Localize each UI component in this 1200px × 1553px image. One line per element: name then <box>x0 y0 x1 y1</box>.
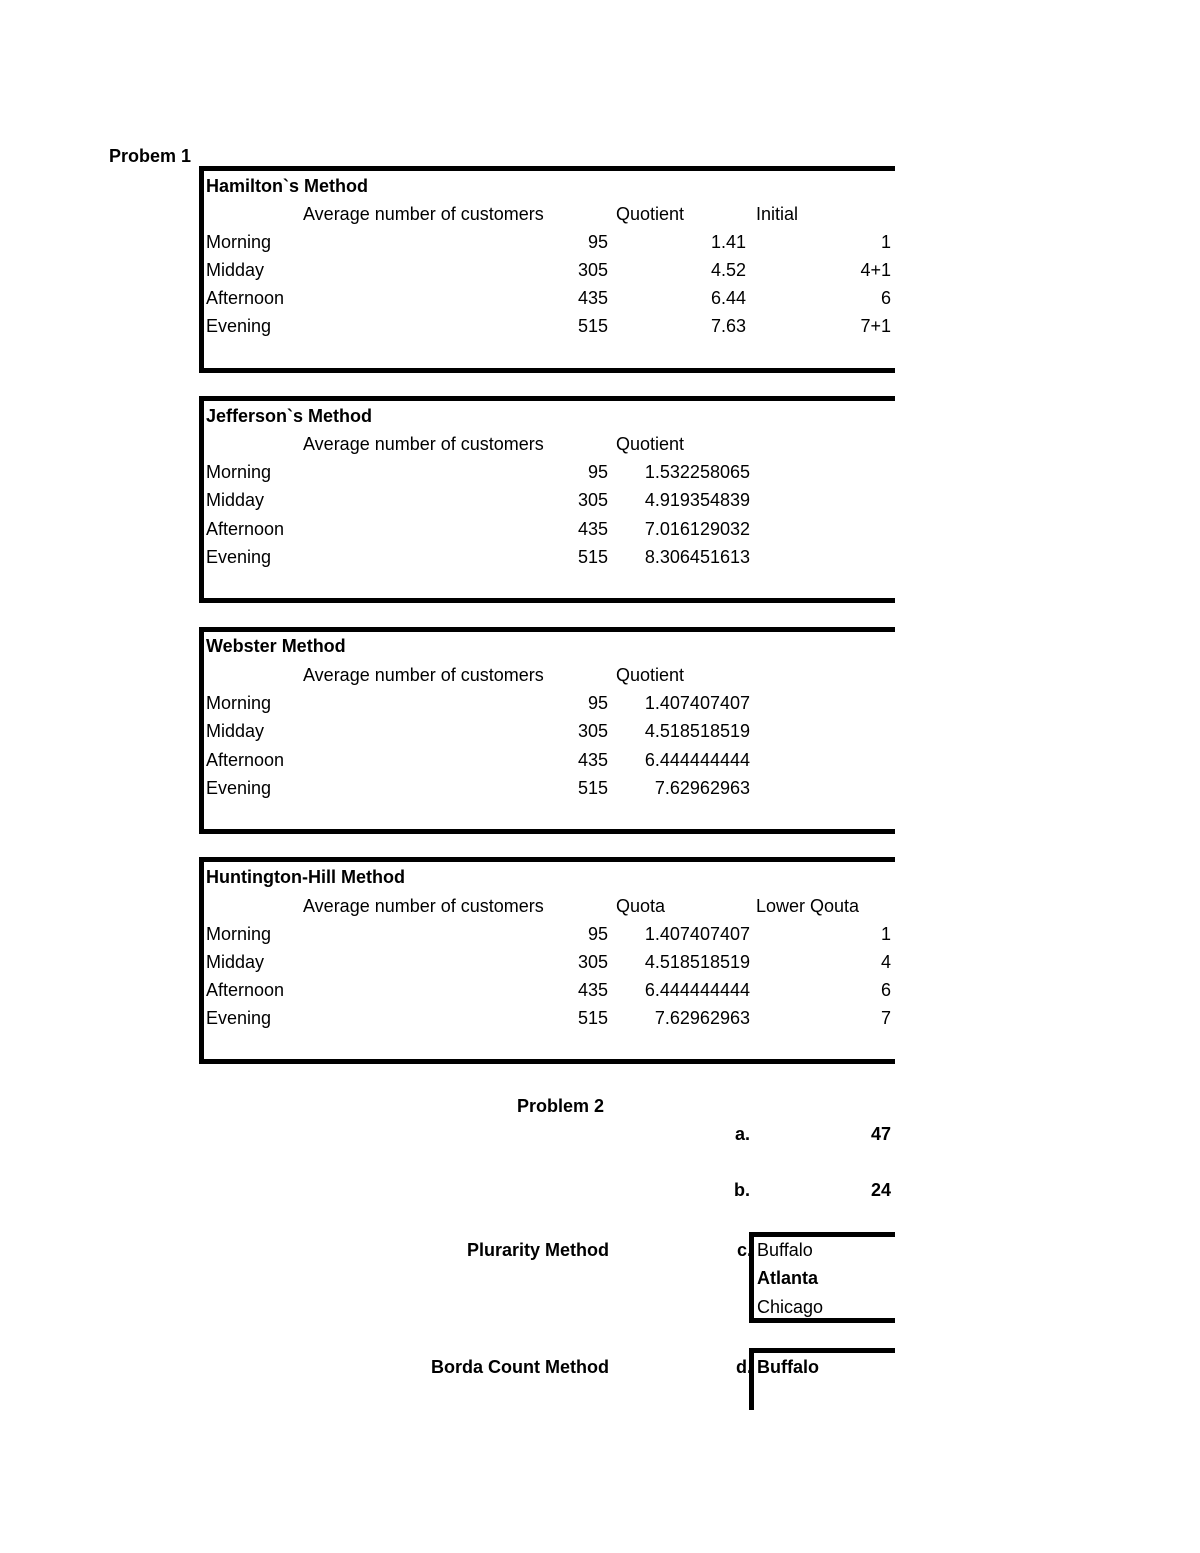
hamilton-row-avg: 95 <box>587 232 608 252</box>
problem2-title: Problem 2 <box>517 1096 605 1116</box>
webster-row-quotient: 6.444444444 <box>644 750 750 770</box>
hamilton-header-initial: Initial <box>756 204 799 224</box>
huntington-row-avg: 515 <box>577 1008 608 1028</box>
jefferson-row-label: Midday <box>206 490 265 510</box>
hamilton-row-label: Evening <box>206 316 272 336</box>
huntington-row-quota: 4.518518519 <box>644 952 750 972</box>
huntington-row-lower-quota: 7 <box>880 1008 891 1028</box>
answer-b-value: 24 <box>870 1180 891 1200</box>
huntington-row-avg: 305 <box>577 952 608 972</box>
hamilton-row-label: Afternoon <box>206 288 285 308</box>
huntington-row-label: Evening <box>206 1008 272 1028</box>
plurality-method-label: Plurarity Method <box>466 1240 609 1260</box>
huntington-row-lower-quota: 1 <box>880 924 891 944</box>
hamilton-row-initial: 4+1 <box>860 260 891 280</box>
webster-row-avg: 95 <box>587 693 608 713</box>
hamilton-row-quotient: 1.41 <box>710 232 746 252</box>
hamilton-title: Hamilton`s Method <box>206 176 368 196</box>
jefferson-row-quotient: 4.919354839 <box>644 490 750 510</box>
hamilton-row-quotient: 7.63 <box>710 316 746 336</box>
webster-row-quotient: 1.407407407 <box>644 693 750 713</box>
webster-row-label: Evening <box>206 778 272 798</box>
hamilton-row-quotient: 6.44 <box>710 288 746 308</box>
hamilton-header-avg: Average number of customers <box>303 204 544 224</box>
answer-d-label: d. <box>736 1357 752 1377</box>
webster-row-avg: 515 <box>577 778 608 798</box>
answer-d-value: Buffalo <box>757 1357 819 1377</box>
hamilton-row-initial: 6 <box>880 288 891 308</box>
webster-header-avg: Average number of customers <box>303 665 544 685</box>
jefferson-row-avg: 95 <box>587 462 608 482</box>
huntington-row-quota: 7.62962963 <box>654 1008 750 1028</box>
jefferson-row-label: Evening <box>206 547 272 567</box>
jefferson-header-avg: Average number of customers <box>303 434 544 454</box>
webster-row-label: Morning <box>206 693 272 713</box>
borda-count-method-label: Borda Count Method <box>431 1357 609 1377</box>
huntington-row-label: Morning <box>206 924 272 944</box>
hamilton-row-avg: 515 <box>577 316 608 336</box>
hamilton-row-quotient: 4.52 <box>710 260 746 280</box>
webster-row-label: Midday <box>206 721 265 741</box>
jefferson-row-avg: 515 <box>577 547 608 567</box>
webster-row-quotient: 7.62962963 <box>654 778 750 798</box>
problem1-title: Probem 1 <box>109 146 192 166</box>
answer-d-top-border <box>749 1348 895 1353</box>
answer-a-value: 47 <box>870 1124 891 1144</box>
huntington-row-lower-quota: 6 <box>880 980 891 1000</box>
jefferson-row-label: Afternoon <box>206 519 285 539</box>
jefferson-row-quotient: 8.306451613 <box>644 547 750 567</box>
hamilton-row-label: Morning <box>206 232 272 252</box>
webster-row-avg: 305 <box>577 721 608 741</box>
huntington-header-lower-quota: Lower Qouta <box>756 896 860 916</box>
huntington-row-label: Afternoon <box>206 980 285 1000</box>
answer-c-item: Chicago <box>757 1297 824 1317</box>
hamilton-row-label: Midday <box>206 260 265 280</box>
hamilton-row-avg: 305 <box>577 260 608 280</box>
hamilton-row-initial: 1 <box>880 232 891 252</box>
huntington-row-quota: 1.407407407 <box>644 924 750 944</box>
answer-c-item: Buffalo <box>757 1240 813 1260</box>
huntington-row-lower-quota: 4 <box>880 952 891 972</box>
hamilton-row-initial: 7+1 <box>860 316 891 336</box>
huntington-title: Huntington-Hill Method <box>206 867 405 887</box>
jefferson-row-quotient: 1.532258065 <box>644 462 750 482</box>
jefferson-row-avg: 435 <box>577 519 608 539</box>
jefferson-row-label: Morning <box>206 462 272 482</box>
huntington-header-quota: Quota <box>616 896 666 916</box>
huntington-header-avg: Average number of customers <box>303 896 544 916</box>
answer-a-label: a. <box>734 1124 750 1144</box>
huntington-row-label: Midday <box>206 952 265 972</box>
jefferson-row-quotient: 7.016129032 <box>644 519 750 539</box>
webster-row-avg: 435 <box>577 750 608 770</box>
huntington-row-quota: 6.444444444 <box>644 980 750 1000</box>
webster-header-quotient: Quotient <box>616 665 685 685</box>
jefferson-title: Jefferson`s Method <box>206 406 373 426</box>
hamilton-row-avg: 435 <box>577 288 608 308</box>
answer-b-label: b. <box>734 1180 750 1200</box>
answer-c-item: Atlanta <box>757 1268 819 1288</box>
answer-c-label: c. <box>736 1240 752 1260</box>
jefferson-row-avg: 305 <box>577 490 608 510</box>
huntington-row-avg: 95 <box>587 924 608 944</box>
jefferson-header-quotient: Quotient <box>616 434 685 454</box>
webster-row-label: Afternoon <box>206 750 285 770</box>
webster-row-quotient: 4.518518519 <box>644 721 750 741</box>
webster-title: Webster Method <box>206 636 346 656</box>
huntington-row-avg: 435 <box>577 980 608 1000</box>
hamilton-header-quotient: Quotient <box>616 204 685 224</box>
